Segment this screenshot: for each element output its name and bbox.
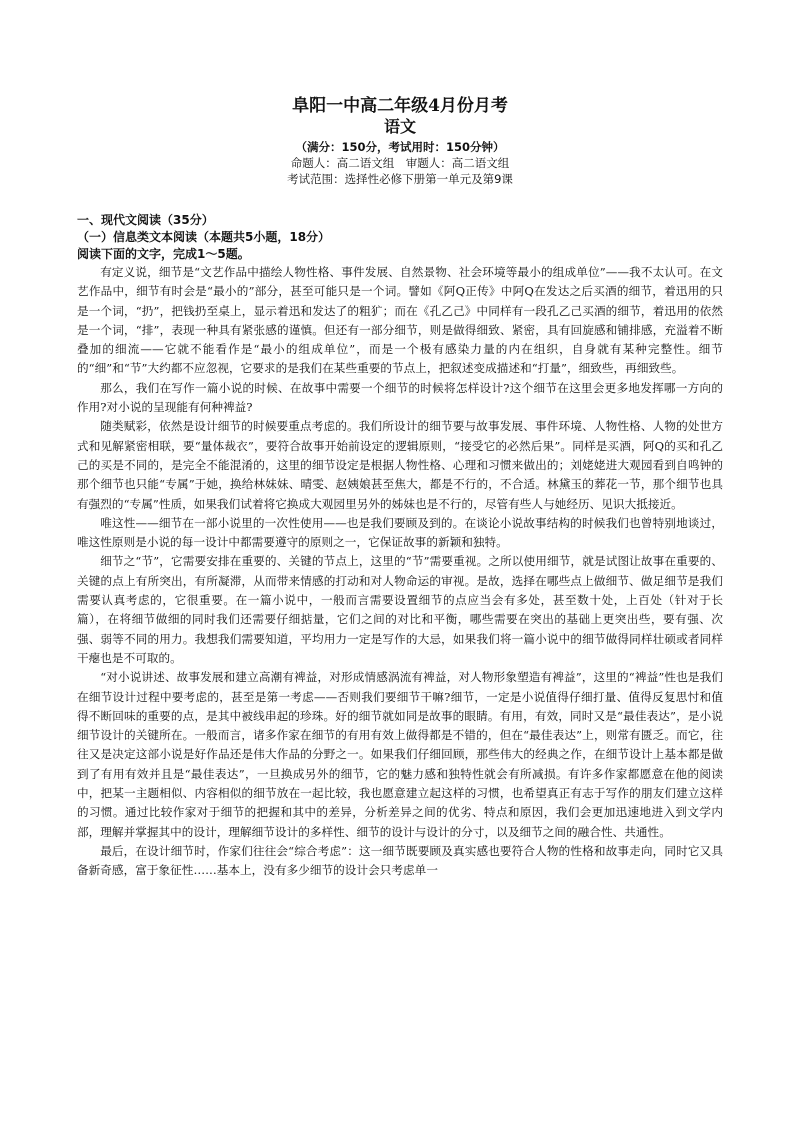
subject-title: 语文 bbox=[383, 117, 416, 136]
passage-paragraph: 有定义说，细节是“文艺作品中描绘人物性格、事件发展、自然景物、社会环境等最小的组成单位”——我不太认可。在文艺作品中，细节有时会是“最小的”部分，甚至可能只是一个词。譬如《阿Q正传》中阿Q在发达之后买酒的细节，着迅用的只是一个词，“扔”，把钱扔至桌上，显示着迅和发达了的粗犷；而在《孔乙己》中同样有一段孔乙己买酒的细节，着迅用的依然是一个词，“排”，表现一种具有紧张感的谨慎。但还有一部分细节，则是做得细致、紧密，具有回旋感和铺排感，充溢着不断叠加的细流——它就不能看作是“最小的组成单位”，而是一个极有感染力量的内在组织，自身就有某种完整性。细节的“细”和“节”大约都不应忽视，它要求的是我们在某些重要的节点上，把叙述变成描述和“打量”，细致些，再细致些。 bbox=[77, 265, 723, 376]
subsection-heading: （一）信息类文本阅读（本题共5小题，18分） bbox=[77, 230, 331, 244]
passage-paragraph: 最后，在设计细节时，作家们往往会“综合考虑”：这一细节既要顾及真实感也要符合人物的性格和故事走向，同时它又具备新奇感，富于象征性……基本上，没有多少细节的设计会只考虑单一 bbox=[77, 843, 723, 878]
exam-page bbox=[77, 96, 723, 881]
passage-paragraph: 那么，我们在写作一篇小说的时候、在故事中需要一个细节的时候将怎样设计?这个细节在这里会更多地发挥哪一方向的作用?对小说的呈现能有何种裨益? bbox=[77, 380, 723, 415]
exam-info: （满分：150分，考试用时：150分钟） bbox=[295, 140, 505, 154]
exam-title: 阜阳一中高二年级4月份月考 bbox=[292, 96, 508, 116]
passage-paragraph: 随类赋彩，依然是设计细节的时候要重点考虑的。我们所设计的细节要与故事发展、事件环境、人物性格、人物的处世方式和见解紧密相联，要“量体裁衣”，要符合故事开始前设定的逻辑原则，“接受它的必然后果”。同样是买酒，阿Q的买和孔乙己的买是不同的，是完全不能混淆的，这里的细节设定是根据人物性格、心理和习惯来做出的；刘姥姥进大观园看到自鸣钟的那个细节也只能“专属”于她，换给林妹妹、晴雯、赵姨娘甚至焦大，都是不行的，不合适。林黛玉的葬花一节，那个细节也具有强烈的“专属”性质，如果我们试着将它换成大观园里另外的姊妹也是不行的，尽管有些人与她经历、见识大抵接近。 bbox=[77, 419, 723, 511]
reading-instruction: 阅读下面的文字，完成1～5题。 bbox=[77, 247, 250, 261]
passage-paragraph: “对小说讲述、故事发展和建立高潮有裨益，对形成情感涡流有裨益，对人物形象塑造有裨益”，这里的“裨益”性也是我们在细节设计过程中要考虑的，甚至是第一考虑——否则我们要细节干嘛?细节，一定是小说值得仔细打量、值得反复思忖和值得不断回味的重要的点，是其中被线串起的珍珠。好的细节就如同是故事的眼睛。有用，有效，同时又是“最佳表达”，是小说细节设计的关键所在。一般而言，诸多作家在细节的有用有效上做得都是不错的，但在“最佳表达”上，则常有匮乏。而它，往往又是决定这部小说是好作品还是伟大作品的分野之一。如果我们仔细回顾，那些伟大的经典之作，在细节设计上基本都是做到了有用有效并且是“最佳表达”，一旦换成另外的细节，它的魅力感和独特性就会有所减损。有许多作家都愿意在他的阅读中，把某一主题相似、内容相似的细节放在一起比较，我也愿意建立起这样的习惯，也希望真正有志于写作的朋友们建立这样的习惯。通过比较作家对于细节的把握和其中的差异，分析差异之间的优劣、特点和原因，我们会更加迅速地进入到文学内部，理解并掌握其中的设计，理解细节设计的多样性、细节的设计与设计的分寸，以及细节之间的融合性、共通性。 bbox=[77, 670, 723, 839]
reading-passage bbox=[77, 263, 723, 881]
section-heading: 一、现代文阅读（35分） bbox=[77, 213, 214, 227]
exam-authors: 命题人：高二语文组 审题人：高二语文组 bbox=[290, 156, 510, 170]
exam-scope: 考试范围：选择性必修下册第一单元及第9课 bbox=[287, 172, 513, 186]
passage-paragraph: 细节之“节”，它需要安排在重要的、关键的节点上，这里的“节”需要重视。之所以使用细节，就是试图让故事在重要的、关键的点上有所突出，有所凝滞，从而带来情感的打动和对人物命运的审视。是故，选择在哪些点上做细节、做足细节是我们需要认真考虑的，它很重要。在一篇小说中，一般而言需要设置细节的点应当会有多处，甚至数十处，上百处（针对于长篇），在将细节做细的同时我们还需要仔细掂量，它们之间的对比和平衡，哪些需要在突出的基础上更突出些，要有强、次强、弱等不同的用力。我想我们需要知道，平均用力一定是写作的大忌，如果我们将一篇小说中的细节做得同样壮硕或者同样干瘪也是不可取的。 bbox=[77, 554, 723, 665]
passage-paragraph: 唯这性——细节在一部小说里的一次性使用——也是我们要顾及到的。在谈论小说故事结构的时候我们也曾特别地谈过，唯这性原则是小说的每一设计中都需要遵守的原则之一，它保证故事的新颖和独特。 bbox=[77, 515, 723, 550]
